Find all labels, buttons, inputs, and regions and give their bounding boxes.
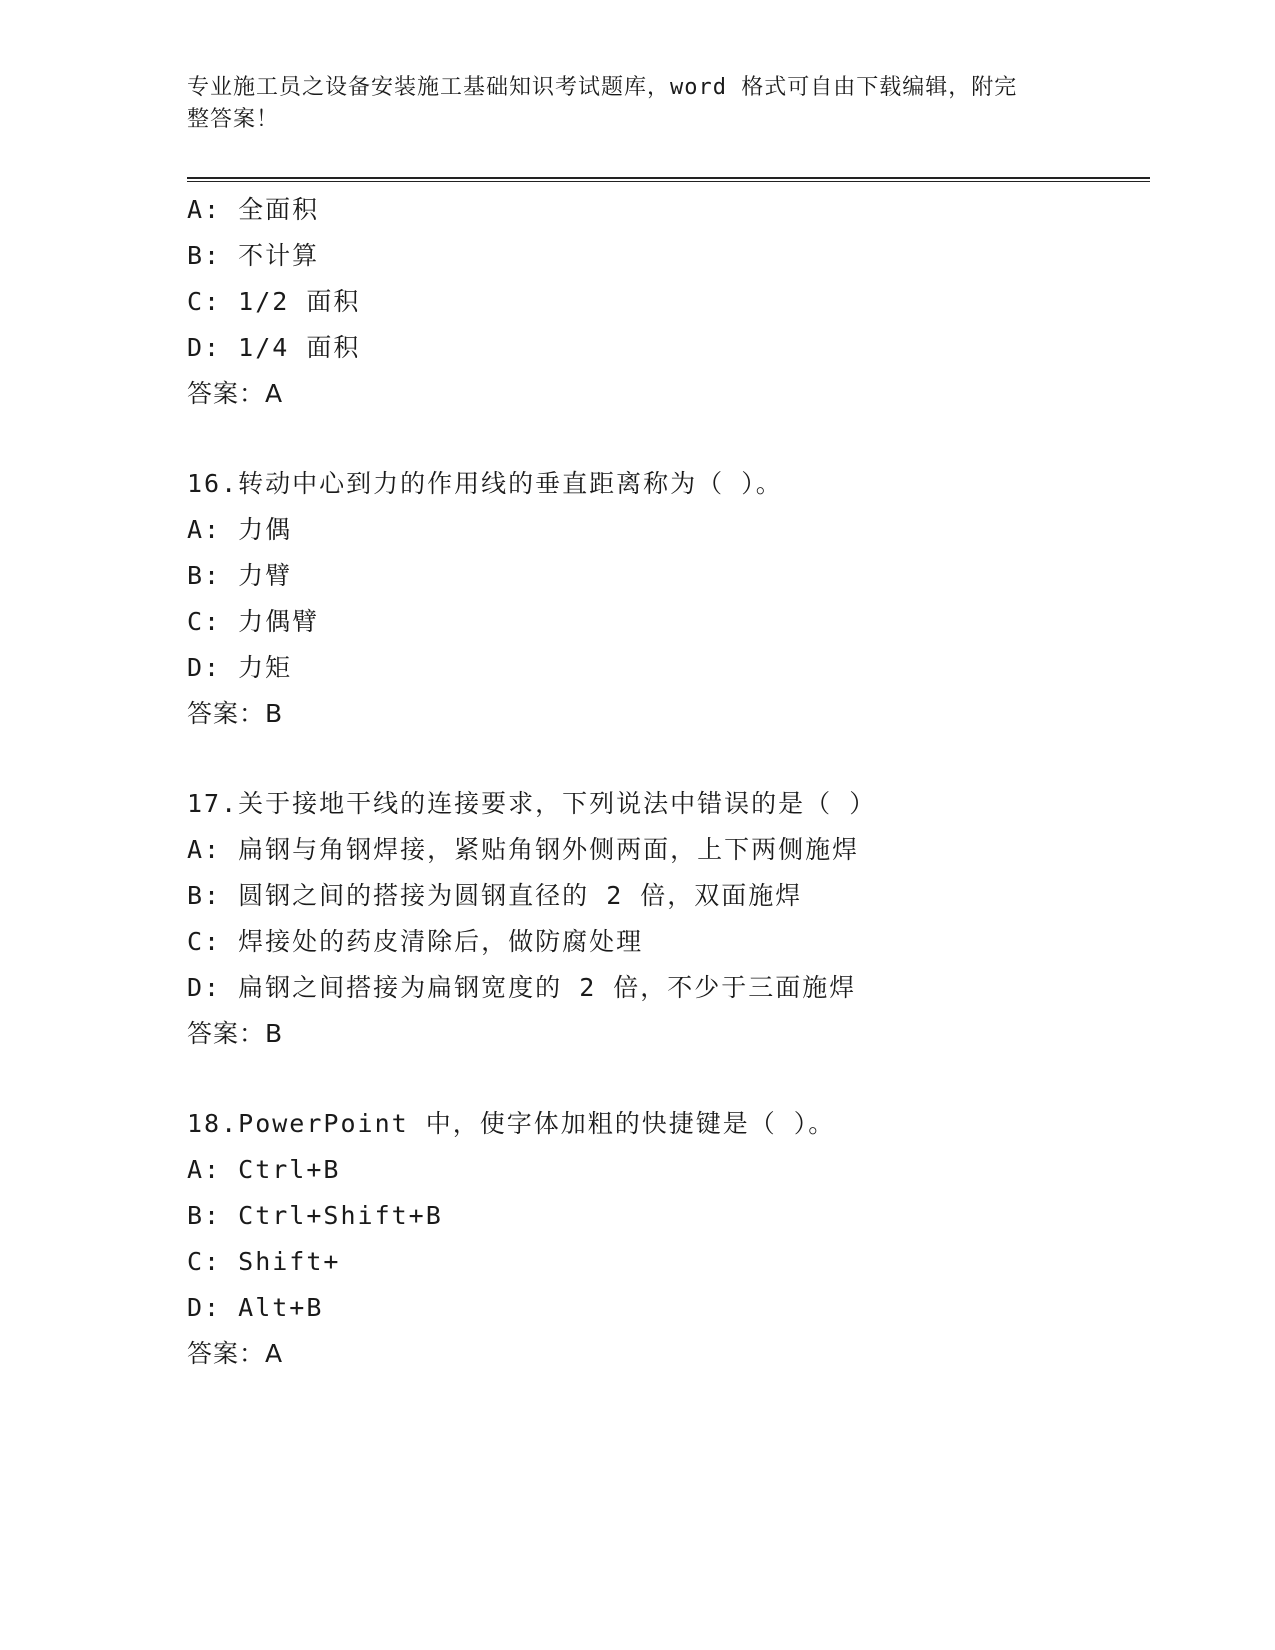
option-c: C: 焊接处的药皮清除后，做防腐处理 <box>187 927 644 956</box>
answer: 答案：A <box>187 1339 284 1368</box>
option-b: B: 不计算 <box>187 241 320 270</box>
spacer <box>187 417 1147 461</box>
question-16 <box>187 461 1147 737</box>
option-c: C: 力偶臂 <box>187 607 320 636</box>
option-d: D: 力矩 <box>187 653 293 682</box>
spacer <box>187 737 1147 781</box>
question-17 <box>187 781 1147 1057</box>
question-list <box>187 187 1147 1377</box>
answer: 答案：B <box>187 1019 284 1048</box>
question-18 <box>187 1101 1147 1377</box>
option-a: A: 扁钢与角钢焊接，紧贴角钢外侧两面，上下两侧施焊 <box>187 835 860 864</box>
option-b: B: 圆钢之间的搭接为圆钢直径的 2 倍，双面施焊 <box>187 881 803 910</box>
question-stem: 18.PowerPoint 中，使字体加粗的快捷键是（ ）。 <box>187 1109 836 1138</box>
option-a: A: 力偶 <box>187 515 293 544</box>
option-c: C: Shift+ <box>187 1247 341 1276</box>
header-divider <box>187 177 1150 182</box>
option-d: D: 1/4 面积 <box>187 333 361 362</box>
question-stem: 17.关于接地干线的连接要求，下列说法中错误的是（ ） <box>187 789 877 818</box>
answer: 答案：B <box>187 699 284 728</box>
option-a: A: Ctrl+B <box>187 1155 341 1184</box>
question-15-tail <box>187 187 1147 417</box>
answer: 答案：A <box>187 379 284 408</box>
option-a: A: 全面积 <box>187 195 320 224</box>
header-line-2: 整答案！ <box>187 107 280 132</box>
option-d: D: 扁钢之间搭接为扁钢宽度的 2 倍，不少于三面施焊 <box>187 973 857 1002</box>
option-c: C: 1/2 面积 <box>187 287 361 316</box>
option-b: B: 力臂 <box>187 561 293 590</box>
question-stem: 16.转动中心到力的作用线的垂直距离称为（ ）。 <box>187 469 783 498</box>
spacer <box>187 1057 1147 1101</box>
option-d: D: Alt+B <box>187 1293 324 1322</box>
header-line-1: 专业施工员之设备安装施工基础知识考试题库，word 格式可自由下载编辑，附完 <box>187 75 1018 100</box>
option-b: B: Ctrl+Shift+B <box>187 1201 443 1230</box>
document-header <box>187 72 1087 136</box>
